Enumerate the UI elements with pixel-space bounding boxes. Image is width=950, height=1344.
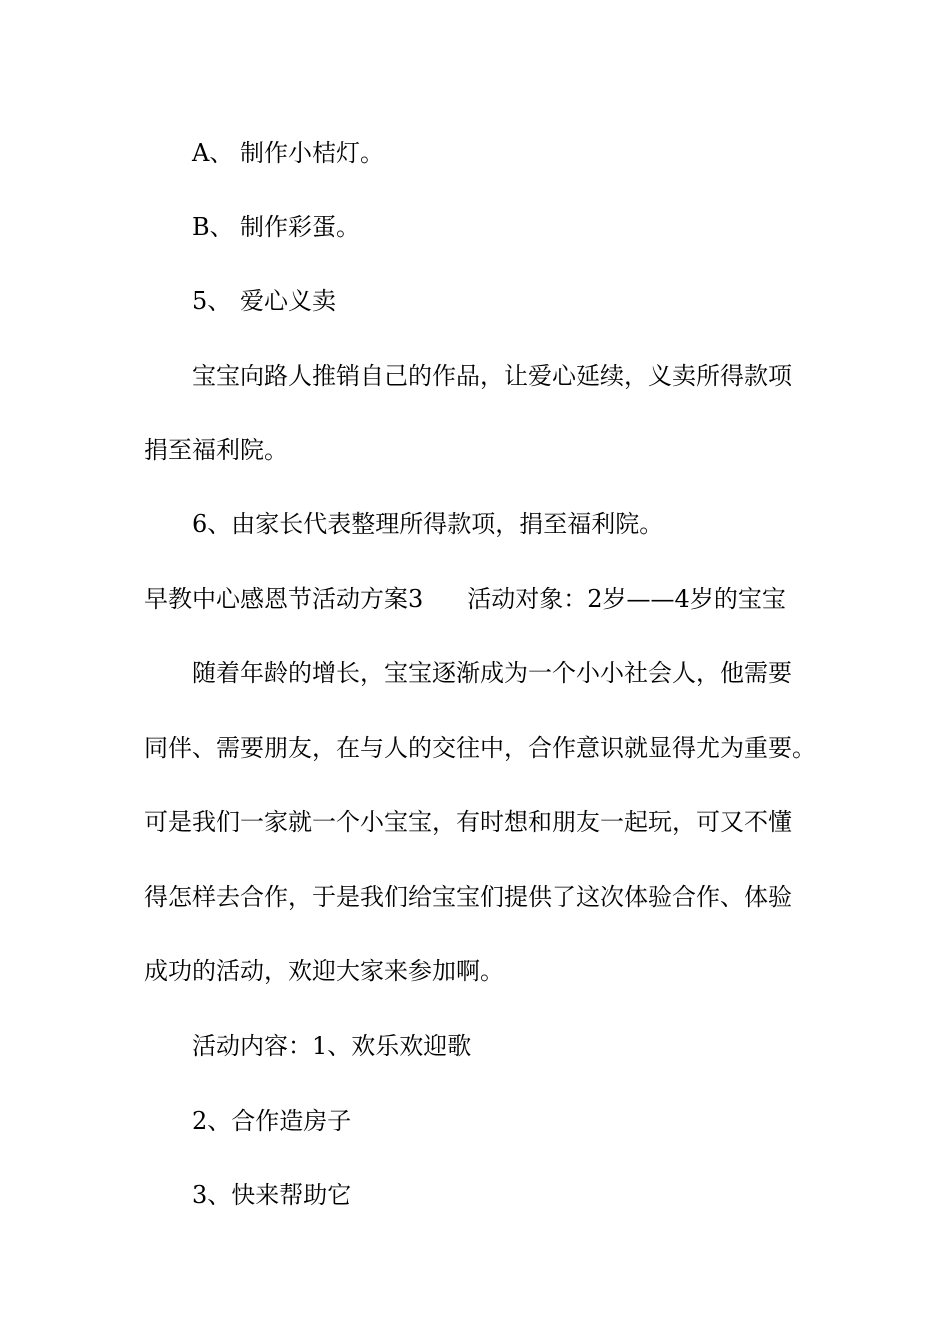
section-heading	[144, 584, 786, 614]
contents-line-2: 2、合作造房子	[192, 1107, 352, 1135]
paragraph-intro-line-2: 同伴、需要朋友，在与人的交往中，合作意识就显得尤为重要。	[144, 734, 816, 762]
section-title: 早教中心感恩节活动方案3	[144, 585, 424, 613]
paragraph-intro-line-5: 成功的活动，欢迎大家来参加啊。	[144, 957, 504, 985]
contents-line-1: 活动内容：1、欢乐欢迎歌	[192, 1032, 472, 1060]
paragraph-sale-line-1: 宝宝向路人推销自己的作品，让爱心延续，义卖所得款项	[192, 362, 792, 390]
activity-target: 活动对象：2岁——4岁的宝宝	[467, 585, 786, 613]
list-item-b: 制作彩蛋。	[240, 213, 360, 241]
paragraph-intro-line-3: 可是我们一家就一个小宝宝，有时想和朋友一起玩，可又不懂	[144, 808, 792, 836]
contents-line-3: 3、快来帮助它	[192, 1181, 352, 1209]
list-marker-5: 5、	[192, 287, 232, 315]
paragraph-intro-line-4: 得怎样去合作，于是我们给宝宝们提供了这次体验合作、体验	[144, 883, 792, 911]
list-marker-b: B、	[192, 213, 234, 241]
list-item-5: 爱心义卖	[240, 287, 336, 315]
list-item-6: 6、由家长代表整理所得款项，捐至福利院。	[192, 510, 664, 538]
list-marker-a: A、	[192, 139, 234, 167]
paragraph-intro-line-1: 随着年龄的增长，宝宝逐渐成为一个小小社会人，他需要	[192, 659, 792, 687]
list-item-a: 制作小桔灯。	[240, 139, 384, 167]
paragraph-sale-line-2: 捐至福利院。	[144, 436, 288, 464]
